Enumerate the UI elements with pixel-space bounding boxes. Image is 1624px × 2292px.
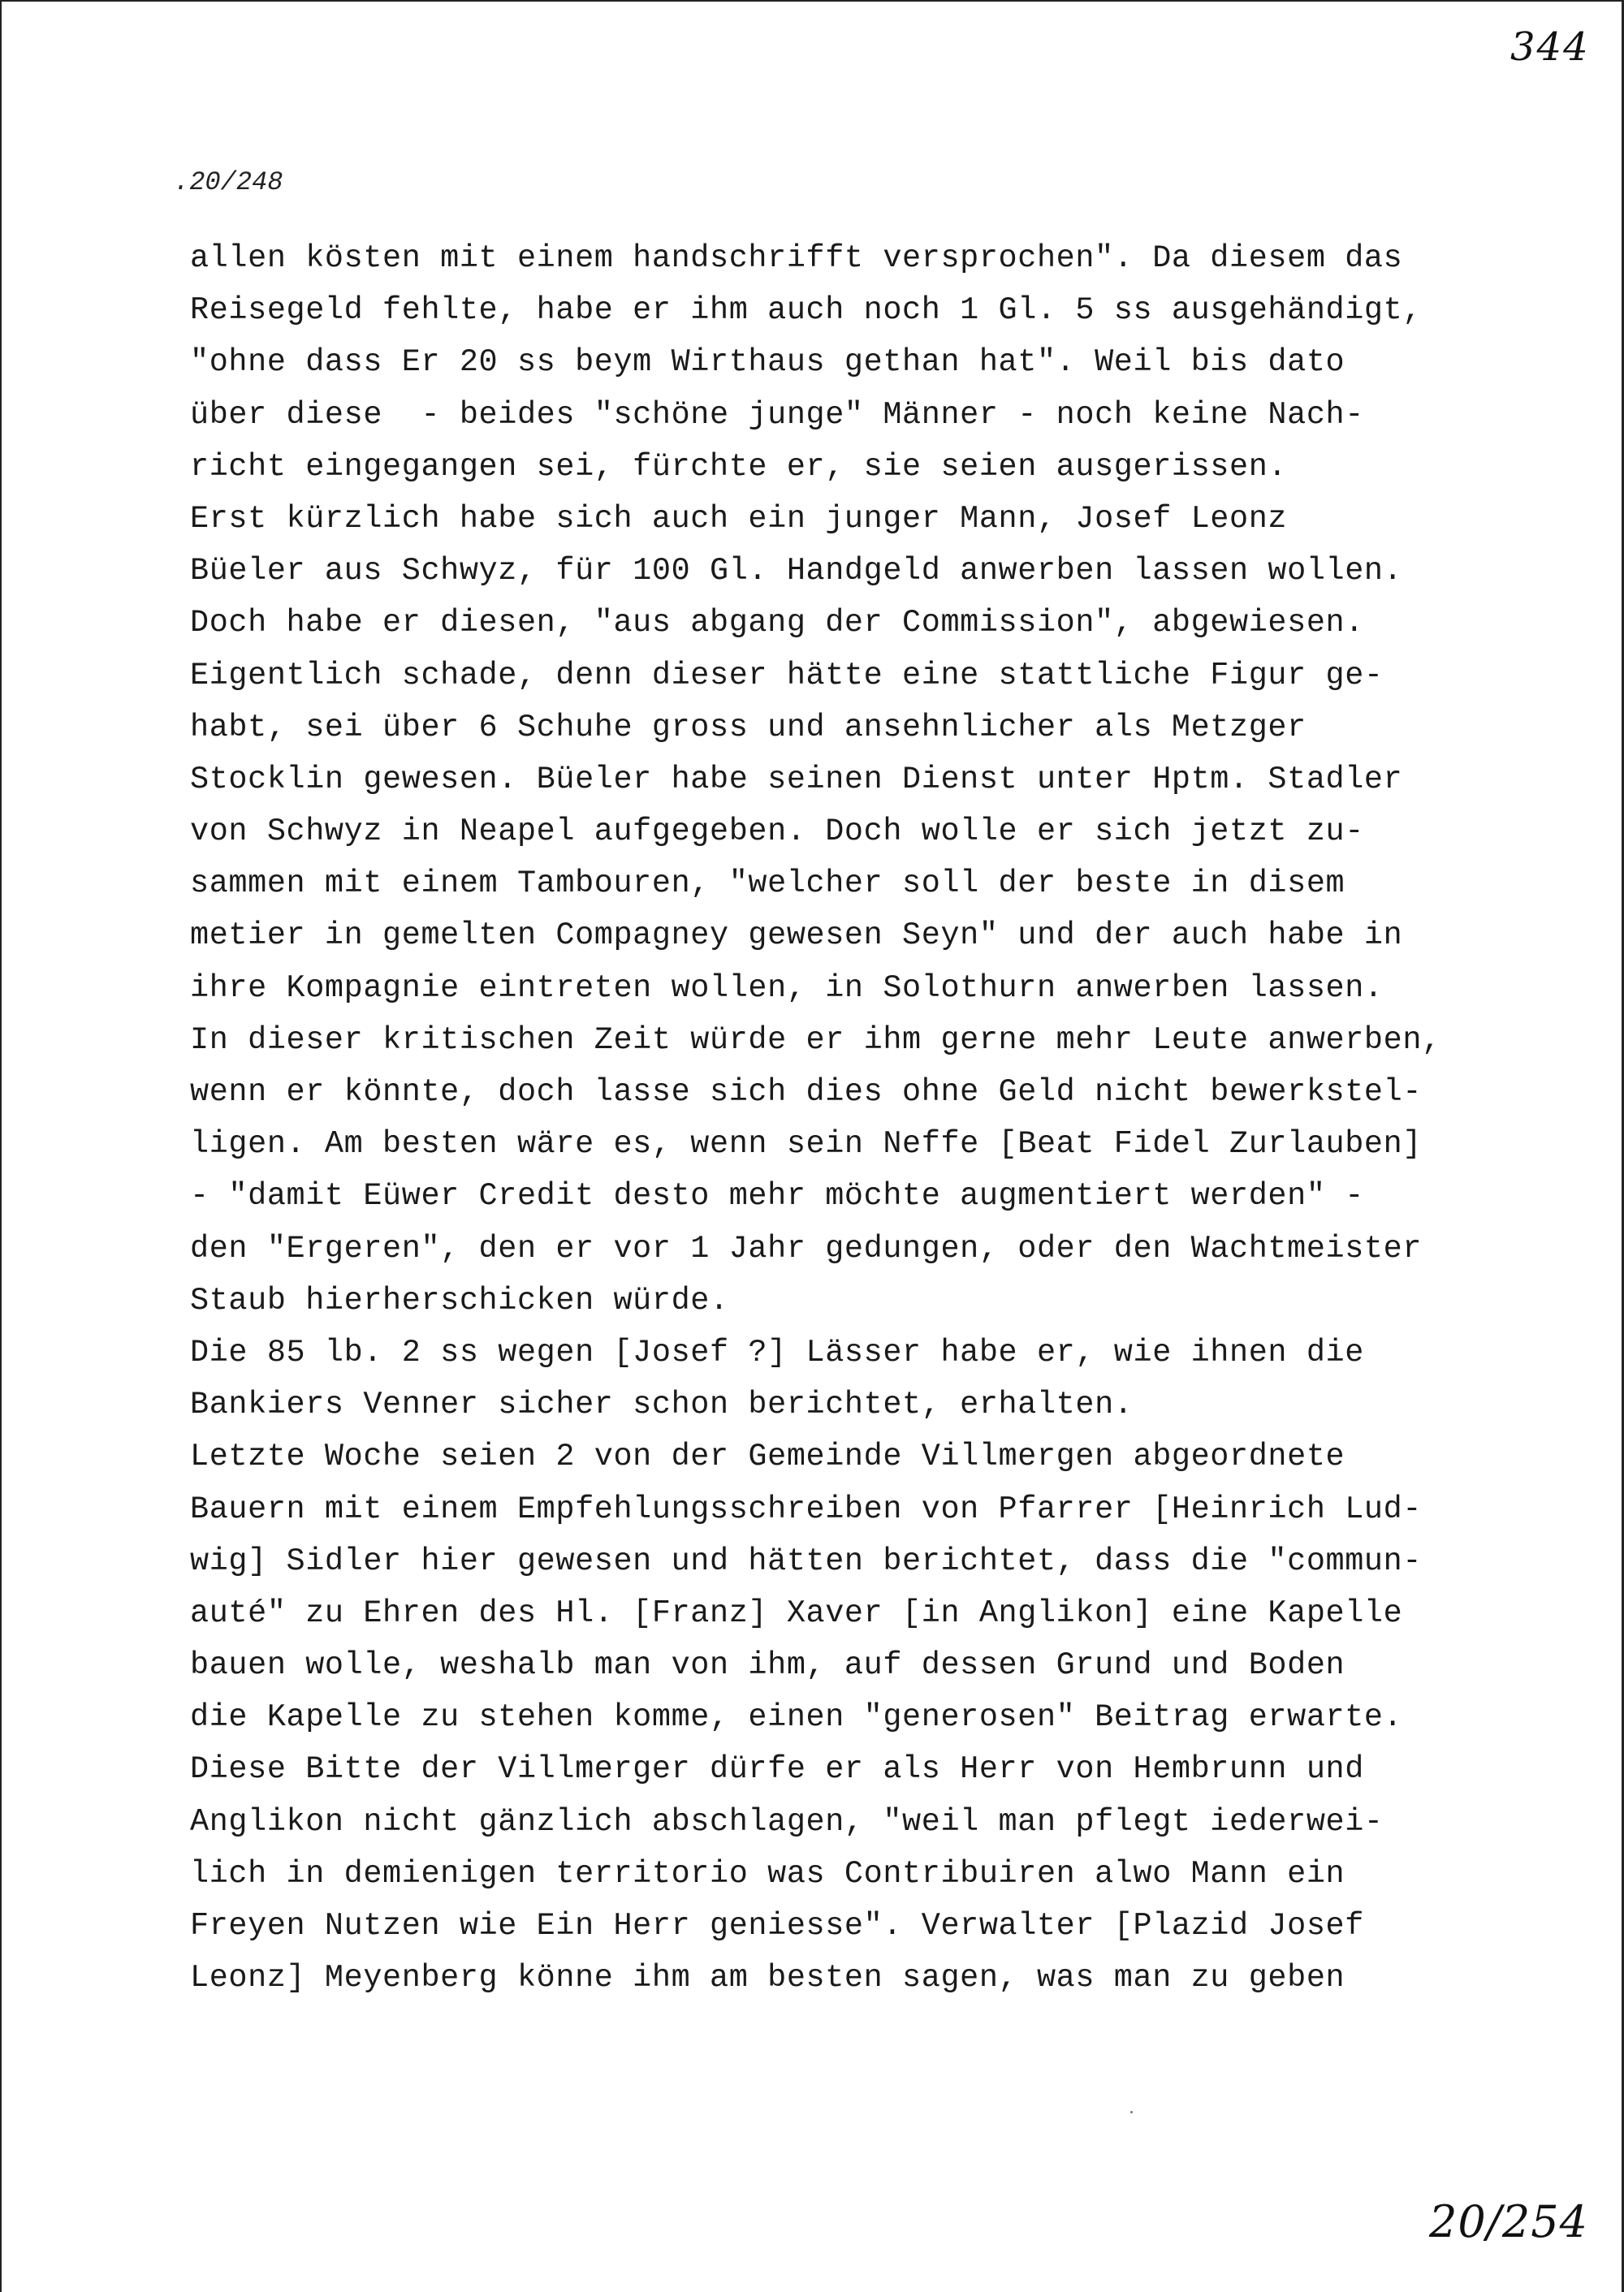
text-line: Anglikon nicht gänzlich abschlagen, "weil man pflegt iederwei- — [190, 1803, 1384, 1840]
text-line: über diese - beides "schöne junge" Männer - noch keine Nach- — [190, 396, 1364, 433]
text-line: Erst kürzlich habe sich auch ein junger Mann, Josef Leonz — [190, 500, 1288, 537]
text-line: In dieser kritischen Zeit würde er ihm gerne mehr Leute anwerben, — [190, 1021, 1441, 1058]
page-edge-left — [0, 0, 2, 2292]
text-line: allen kösten mit einem handschrifft versprochen". Da diesem das — [190, 240, 1403, 276]
text-line: Letzte Woche seien 2 von der Gemeinde Villmergen abgeordnete — [190, 1439, 1345, 1475]
text-line: Stocklin gewesen. Büeler habe seinen Dienst unter Hptm. Stadler — [190, 761, 1403, 797]
text-line: Die 85 lb. 2 ss wegen [Josef ?] Lässer habe er, wie ihnen die — [190, 1334, 1364, 1370]
handwritten-folio-number: 344 — [1510, 24, 1590, 70]
text-line: lich in demienigen territorio was Contribuiren alwo Mann ein — [190, 1855, 1345, 1892]
text-line: Büeler aus Schwyz, für 100 Gl. Handgeld anwerben lassen wollen. — [190, 553, 1403, 589]
text-line: metier in gemelten Compagney gewesen Seyn" und der auch habe in — [190, 917, 1403, 954]
text-line: Freyen Nutzen wie Ein Herr geniesse". Verwalter [Plazid Josef — [190, 1908, 1364, 1944]
text-line: wig] Sidler hier gewesen und hätten berichtet, dass die "commun- — [190, 1543, 1423, 1579]
text-line: auté" zu Ehren des Hl. [Franz] Xaver [in Anglikon] eine Kapelle — [190, 1595, 1403, 1631]
text-line: Eigentlich schade, denn dieser hätte eine stattliche Figur ge- — [190, 657, 1384, 693]
text-line: Staub hierherschicken würde. — [190, 1282, 729, 1319]
text-line: wenn er könnte, doch lasse sich dies ohne Geld nicht bewerkstel- — [190, 1074, 1423, 1110]
scan-speck — [1130, 2111, 1133, 2113]
text-line: die Kapelle zu stehen komme, einen "generosen" Beitrag erwarte. — [190, 1699, 1403, 1736]
text-line: Diese Bitte der Villmerger dürfe er als Herr von Hembrunn und — [190, 1751, 1364, 1788]
text-line: ihre Kompagnie eintreten wollen, in Solothurn anwerben lassen. — [190, 969, 1384, 1006]
text-line: Bankiers Venner sicher schon berichtet, erhalten. — [190, 1387, 1134, 1423]
text-line: den "Ergeren", den er vor 1 Jahr gedungen, oder den Wachtmeister — [190, 1230, 1423, 1267]
reference-number: .20/248 — [174, 167, 283, 197]
text-line: Bauern mit einem Empfehlungsschreiben von Pfarrer [Heinrich Lud- — [190, 1491, 1423, 1527]
body-text — [190, 232, 1505, 2004]
text-line: - "damit Eüwer Credit desto mehr möchte augmentiert werden" - — [190, 1178, 1364, 1215]
page-edge-top — [0, 0, 1624, 2]
text-line: ligen. Am besten wäre es, wenn sein Neffe [Beat Fidel Zurlauben] — [190, 1126, 1423, 1163]
text-line: sammen mit einem Tambouren, "welcher soll der beste in disem — [190, 865, 1345, 902]
text-line: Reisegeld fehlte, habe er ihm auch noch 1 Gl. 5 ss ausgehändigt, — [190, 292, 1423, 329]
handwritten-page-number: 20/254 — [1429, 2196, 1588, 2247]
text-line: Doch habe er diesen, "aus abgang der Commission", abgewiesen. — [190, 605, 1364, 641]
text-line: von Schwyz in Neapel aufgegeben. Doch wolle er sich jetzt zu- — [190, 814, 1364, 850]
text-line: bauen wolle, weshalb man von ihm, auf dessen Grund und Boden — [190, 1647, 1345, 1684]
text-line: "ohne dass Er 20 ss beym Wirthaus gethan hat". Weil bis dato — [190, 344, 1345, 381]
text-line: Leonz] Meyenberg könne ihm am besten sagen, was man zu geben — [190, 1960, 1345, 1996]
text-line: habt, sei über 6 Schuhe gross und ansehnlicher als Metzger — [190, 709, 1307, 745]
text-line: richt eingegangen sei, fürchte er, sie seien ausgerissen. — [190, 448, 1288, 485]
